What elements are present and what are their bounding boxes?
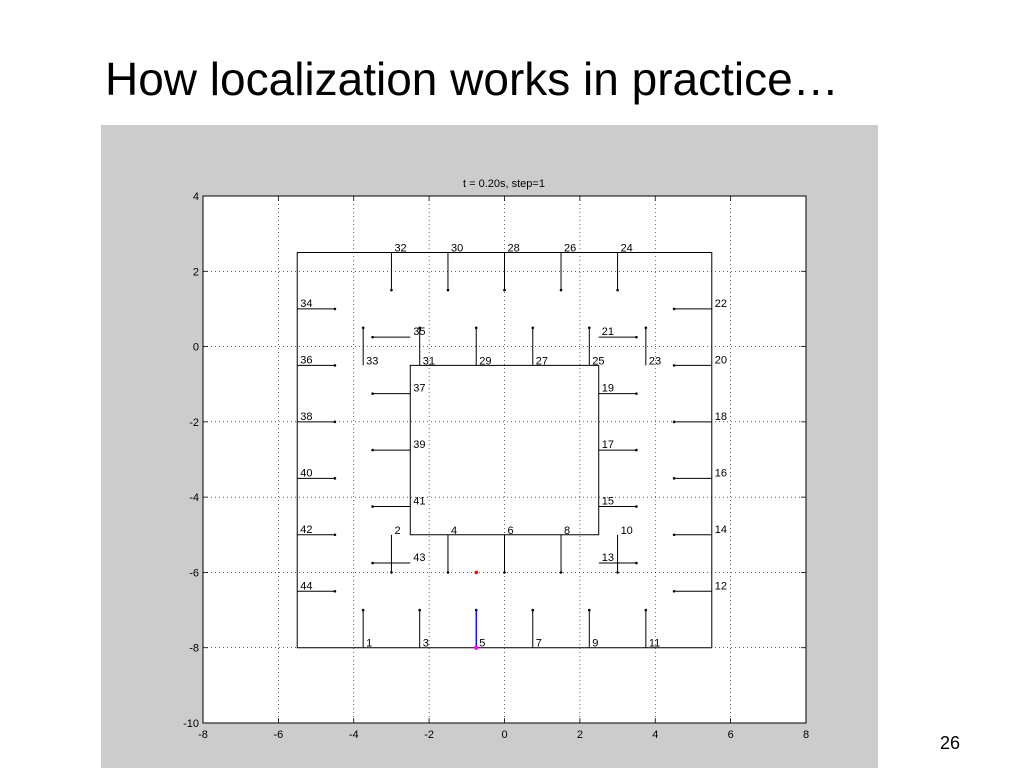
- x-tick-label: 2: [576, 729, 583, 741]
- marker-label: 38: [300, 410, 313, 423]
- marker-label: 22: [714, 297, 728, 310]
- x-tick-label: -8: [198, 729, 208, 741]
- marker-dot: [334, 477, 337, 480]
- marker-label: 4: [450, 524, 458, 537]
- marker-label: 17: [601, 439, 614, 452]
- marker-dot: [673, 421, 676, 424]
- estimate-marker: [474, 571, 478, 575]
- marker-dot: [371, 336, 374, 339]
- marker-label: 33: [366, 355, 379, 368]
- marker-label: 7: [535, 637, 542, 650]
- marker-label: 15: [601, 495, 614, 508]
- marker-label: 12: [714, 580, 728, 593]
- marker-label: 40: [300, 467, 313, 480]
- marker-label: 29: [479, 355, 492, 368]
- marker-label: 18: [714, 410, 728, 423]
- marker-dot: [616, 289, 619, 292]
- marker-dot: [371, 449, 374, 452]
- marker-label: 39: [413, 439, 426, 452]
- marker-label: 28: [507, 242, 520, 255]
- marker-dot: [334, 364, 337, 367]
- marker-label: 44: [300, 580, 313, 593]
- marker-label: 36: [300, 354, 313, 367]
- marker-dot: [418, 609, 421, 612]
- marker-dot: [447, 571, 450, 574]
- marker-label: 8: [564, 524, 571, 537]
- marker-label: 25: [592, 355, 605, 368]
- x-tick-label: 0: [501, 729, 508, 741]
- marker-dot: [447, 289, 450, 292]
- x-tick-label: -4: [348, 729, 359, 741]
- marker-label: 23: [648, 355, 662, 368]
- marker-dot: [635, 336, 638, 339]
- marker-dot: [673, 364, 676, 367]
- marker-label: 26: [564, 242, 577, 255]
- marker-label: 37: [413, 382, 426, 395]
- robot-marker: [474, 646, 478, 650]
- marker-dot: [371, 505, 374, 508]
- marker-dot: [390, 289, 393, 292]
- marker-dot: [362, 609, 365, 612]
- marker-dot: [673, 308, 676, 311]
- marker-label: 5: [479, 637, 486, 650]
- x-tick-label: 4: [652, 729, 659, 741]
- marker-dot: [475, 326, 478, 329]
- y-tick-label: -2: [189, 416, 199, 429]
- marker-label: 13: [601, 552, 614, 565]
- marker-label: 20: [714, 354, 728, 367]
- marker-dot: [588, 609, 591, 612]
- marker-label: 41: [413, 495, 426, 508]
- slide-title: How localization works in practice…: [105, 53, 839, 105]
- marker-label: 30: [450, 242, 464, 255]
- marker-label: 27: [535, 355, 549, 368]
- marker-label: 9: [592, 637, 599, 650]
- marker-dot: [371, 562, 374, 565]
- marker-dot: [588, 326, 591, 329]
- marker-label: 35: [413, 326, 426, 339]
- y-tick-label: -8: [189, 642, 199, 655]
- y-tick-label: -6: [189, 567, 199, 580]
- x-tick-label: 6: [727, 729, 734, 741]
- marker-label: 16: [714, 467, 728, 480]
- marker-label: 34: [300, 297, 313, 310]
- marker-label: 3: [422, 637, 429, 650]
- marker-label: 43: [413, 552, 426, 565]
- marker-label: 1: [366, 637, 373, 650]
- y-tick-label: -10: [183, 718, 199, 730]
- y-tick-label: 4: [192, 191, 199, 203]
- marker-dot: [531, 326, 534, 329]
- localization-plot: [101, 125, 878, 768]
- marker-label: 10: [620, 524, 633, 537]
- marker-dot: [635, 505, 638, 508]
- marker-label: 32: [394, 242, 407, 255]
- marker-label: 31: [422, 355, 435, 368]
- marker-dot: [503, 289, 506, 292]
- marker-dot: [371, 392, 374, 395]
- marker-dot: [503, 571, 506, 574]
- x-tick-label: -6: [273, 729, 284, 741]
- chart-title: t = 0.20s, step=1: [463, 178, 545, 190]
- y-tick-label: -4: [189, 492, 199, 505]
- marker-dot: [334, 533, 337, 536]
- marker-label: 2: [394, 524, 401, 537]
- slide-number: 26: [940, 733, 961, 753]
- marker-dot: [334, 421, 337, 424]
- marker-dot: [673, 590, 676, 593]
- marker-dot: [334, 308, 337, 311]
- marker-dot: [560, 571, 563, 574]
- marker-dot: [334, 590, 337, 593]
- x-tick-label: 8: [802, 729, 810, 741]
- marker-label: 21: [601, 326, 614, 339]
- marker-label: 24: [620, 242, 633, 255]
- marker-dot: [560, 289, 563, 292]
- marker-label: 11: [648, 637, 661, 650]
- marker-dot: [645, 326, 648, 329]
- marker-dot: [390, 571, 393, 574]
- figure-panel: [101, 125, 878, 768]
- marker-dot: [362, 326, 365, 329]
- marker-label: 6: [507, 524, 514, 537]
- marker-dot: [531, 609, 534, 612]
- marker-dot: [635, 392, 638, 395]
- marker-label: 19: [601, 382, 614, 395]
- marker-dot: [673, 477, 676, 480]
- y-tick-label: 0: [192, 341, 199, 354]
- y-tick-label: 2: [192, 266, 199, 279]
- marker-dot: [635, 449, 638, 452]
- x-tick-label: -2: [424, 729, 435, 741]
- marker-dot: [673, 533, 676, 536]
- marker-dot: [635, 562, 638, 565]
- marker-label: 14: [714, 523, 728, 536]
- marker-dot: [645, 609, 648, 612]
- marker-dot: [616, 571, 619, 574]
- marker-label: 42: [300, 523, 313, 536]
